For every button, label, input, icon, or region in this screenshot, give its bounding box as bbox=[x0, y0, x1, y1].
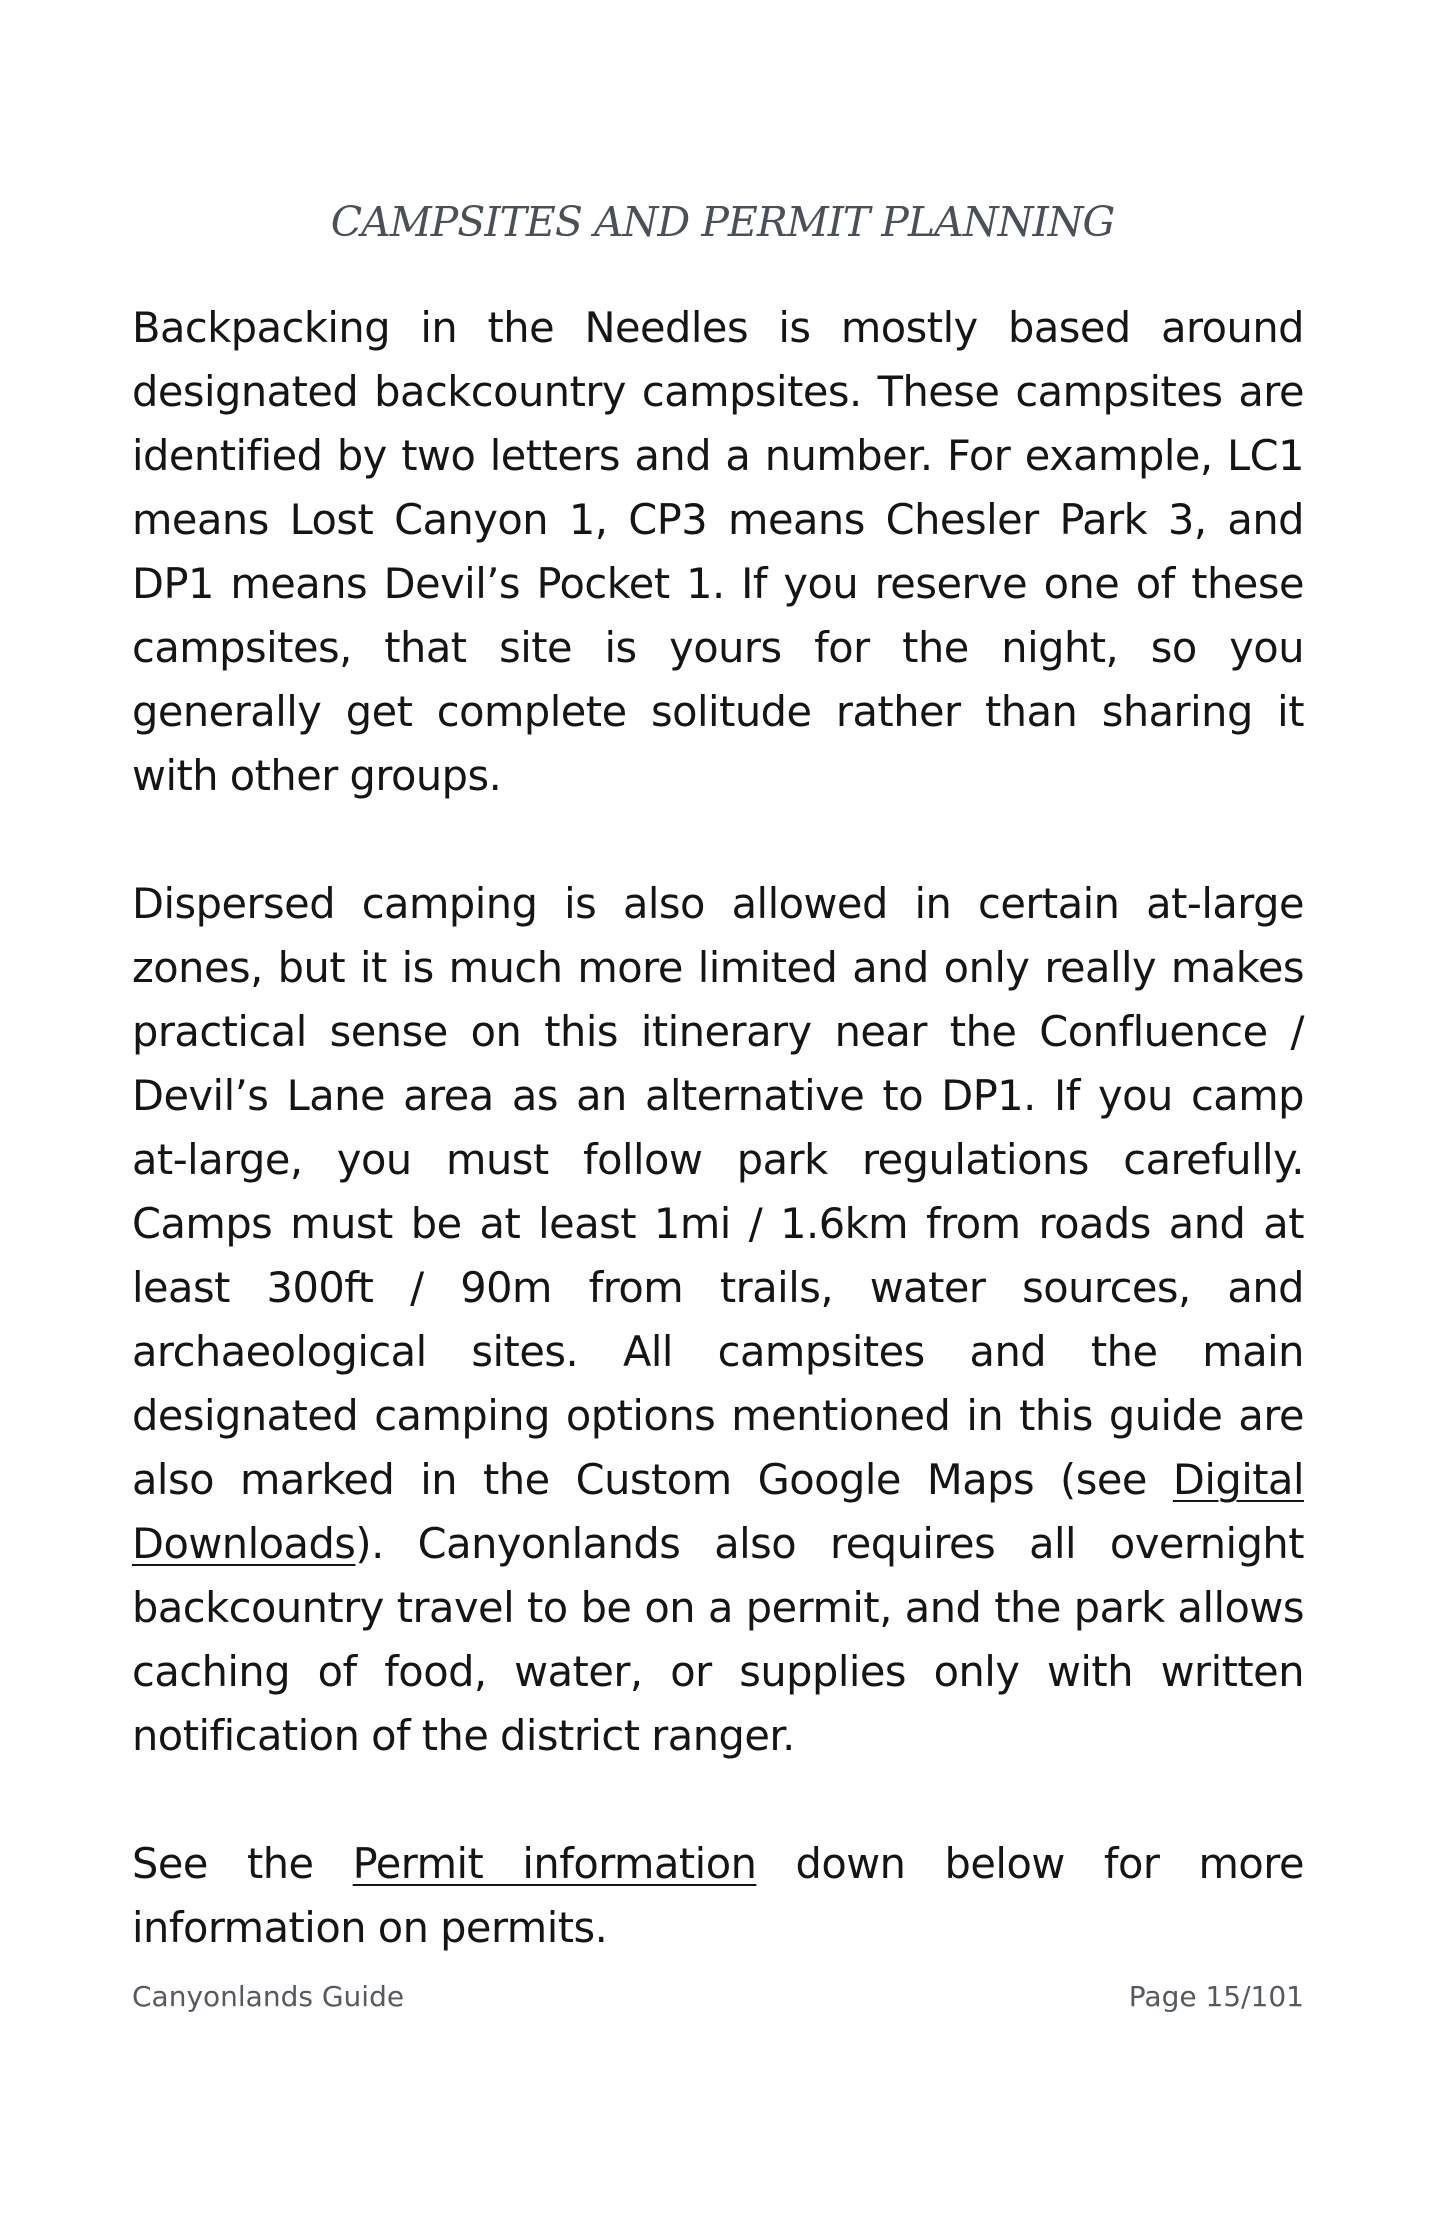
footer-guide-title: Canyonlands Guide bbox=[132, 1980, 405, 2013]
paragraph-text: See the bbox=[132, 1839, 353, 1888]
section-heading: CAMPSITES AND PERMIT PLANNING bbox=[330, 198, 1115, 246]
page-footer bbox=[132, 1980, 1304, 2013]
footer-page-number: Page 15/101 bbox=[1128, 1980, 1304, 2013]
paragraph-text: Backpacking in the Needles is mostly based around designated backcountry campsites. These campsites are identified by two letters and a number. For example, LC1 means Lost Canyon 1, CP3 means Chesler Park 3, and DP1 means Devil’s Pocket 1. If you reserve one of these campsites, that site is yours for the night, so you generally get complete solitude rather than sharing it with other groups. bbox=[132, 303, 1304, 800]
digital-downloads-link[interactable]: Digital Downloads bbox=[132, 1455, 1304, 1568]
permit-information-link[interactable]: Permit information bbox=[352, 1839, 757, 1888]
paragraph-text: Dispersed camping is also allowed in certain at-large zones, but it is much more limited and only really makes practical sense on this itinerary near the Confluence / Devil’s Lane area as an alternative to DP1. If you camp at-large, you must follow park regulations carefully. Camps must be at least 1mi / 1.6km from roads and at least 300ft / 90m from trails, water sources, and archaeological sites. All campsites and the main designated camping options mentioned in this guide are also marked in the Custom Google Maps (see bbox=[132, 879, 1304, 1504]
paragraph-designated-campsites bbox=[132, 296, 1304, 808]
paragraph-text: down below for more information on permits. bbox=[132, 1839, 1304, 1952]
paragraph-text: ). Canyonlands also requires all overnight backcountry travel to be on a permit, and the park allows caching of food, water, or supplies only with written notification of the district ranger. bbox=[132, 1519, 1304, 1760]
paragraph-dispersed-camping bbox=[132, 872, 1304, 1768]
paragraph-permit-reference bbox=[132, 1832, 1304, 1960]
body-text bbox=[132, 296, 1304, 2024]
